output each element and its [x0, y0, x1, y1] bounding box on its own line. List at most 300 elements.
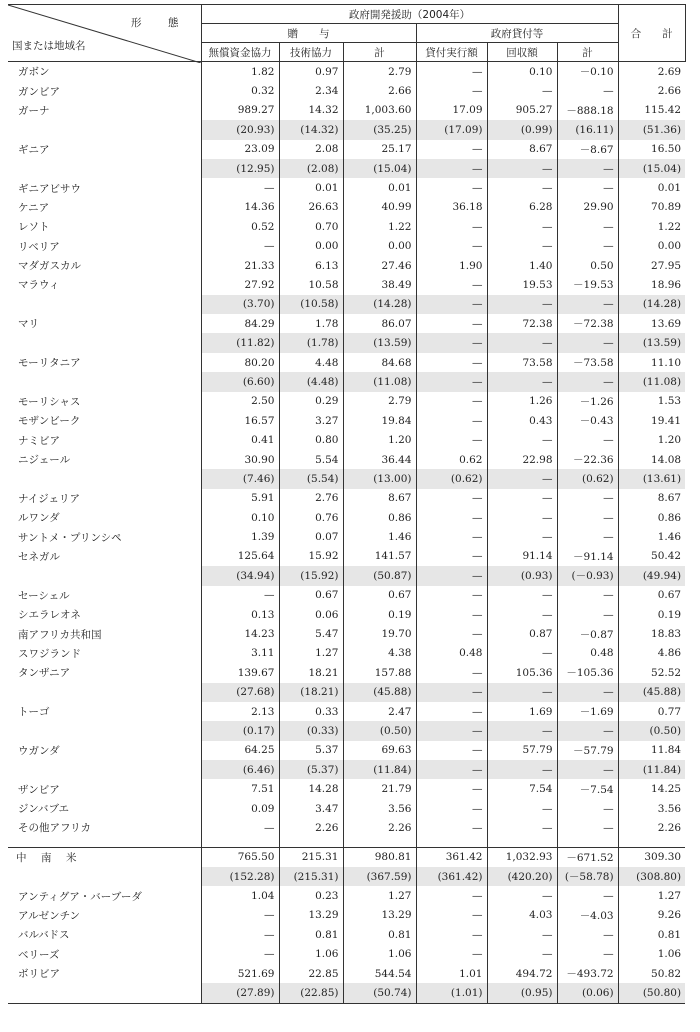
value-cell: 905.27 [487, 101, 557, 120]
value-cell: 1.22 [343, 217, 416, 236]
table-row [8, 527, 685, 546]
value-cell: — [487, 489, 557, 508]
value-cell: — [557, 430, 618, 449]
value-cell: 21.79 [343, 779, 416, 798]
country-name [8, 469, 201, 488]
value-cell: 64.25 [201, 741, 279, 760]
value-cell: 0.67 [618, 586, 685, 605]
country-name: モーリシャス [18, 395, 81, 408]
country-name [8, 120, 201, 139]
value-cell: — [416, 818, 487, 837]
value-cell: 1.82 [201, 62, 279, 82]
country-name [8, 372, 201, 391]
value-cell: 2.47 [343, 702, 416, 721]
value-cell: — [416, 547, 487, 566]
value-cell: — [557, 721, 618, 740]
table-row-parenthetical [8, 469, 685, 488]
value-cell: 4.86 [618, 644, 685, 663]
corner-diagonal-line [8, 5, 201, 63]
value-cell: 72.38 [487, 314, 557, 333]
country-name: ニジェール [18, 454, 71, 466]
value-cell: — [487, 925, 557, 944]
value-cell: — [416, 295, 487, 314]
table-row [8, 508, 685, 527]
value-cell: 8.67 [618, 489, 685, 508]
table-row-parenthetical [8, 120, 685, 139]
value-cell: (－58.78) [557, 867, 618, 886]
value-cell: 2.50 [201, 392, 279, 411]
value-cell: 19.53 [487, 275, 557, 294]
value-cell: (0.17) [201, 721, 279, 740]
value-cell: 6.28 [487, 198, 557, 217]
value-cell: 18.96 [618, 275, 685, 294]
value-cell: — [416, 779, 487, 798]
country-name: ガボン [18, 66, 50, 79]
country-name: ケニア [18, 201, 50, 214]
header-form-label: 形 態 [131, 17, 187, 29]
value-cell: (5.54) [279, 469, 343, 488]
value-cell: (0.99) [487, 120, 557, 139]
value-cell: 0.48 [416, 644, 487, 663]
value-cell: (3.70) [201, 295, 279, 314]
value-cell: 11.10 [618, 353, 685, 372]
value-cell: — [557, 81, 618, 100]
value-cell: －0.87 [557, 624, 618, 643]
value-cell: — [557, 178, 618, 197]
value-cell: 0.62 [416, 450, 487, 469]
table-row-parenthetical [8, 867, 685, 886]
value-cell: 5.47 [279, 624, 343, 643]
value-cell: 22.98 [487, 450, 557, 469]
table-row [8, 925, 685, 944]
value-cell: — [557, 945, 618, 964]
table-row [8, 586, 685, 605]
value-cell: 29.90 [557, 198, 618, 217]
value-cell: －4.03 [557, 906, 618, 925]
country-name: ベリーズ [18, 948, 60, 961]
table-row-parenthetical [8, 372, 685, 391]
value-cell: — [557, 818, 618, 837]
table-row [8, 547, 685, 566]
value-cell: (14.28) [618, 295, 685, 314]
value-cell: — [416, 605, 487, 624]
table-row-region [8, 847, 685, 867]
value-cell: 27.92 [201, 275, 279, 294]
value-cell: (308.80) [618, 867, 685, 886]
value-cell: — [201, 237, 279, 256]
value-cell: 27.46 [343, 256, 416, 275]
value-cell: 57.79 [487, 741, 557, 760]
value-cell: 4.03 [487, 906, 557, 925]
value-cell: — [557, 925, 618, 944]
country-name: スワジランド [18, 647, 81, 660]
value-cell [618, 838, 685, 848]
table-row [8, 886, 685, 905]
table-row-parenthetical [8, 760, 685, 779]
value-cell: －0.10 [557, 62, 618, 82]
country-name: ガンビア [18, 85, 60, 98]
value-cell: — [416, 799, 487, 818]
value-cell: －671.52 [557, 847, 618, 867]
value-cell: 5.37 [279, 741, 343, 760]
country-name: モザンビーク [18, 415, 81, 428]
value-cell: 14.23 [201, 624, 279, 643]
value-cell: 13.29 [279, 906, 343, 925]
value-cell: — [487, 886, 557, 905]
country-name [8, 867, 201, 886]
country-name [8, 721, 201, 740]
value-cell: — [416, 353, 487, 372]
value-cell: 52.52 [618, 663, 685, 682]
value-cell: 26.63 [279, 198, 343, 217]
value-cell [416, 838, 487, 848]
value-cell: (49.94) [618, 566, 685, 585]
value-cell: 84.29 [201, 314, 279, 333]
value-cell: 17.09 [416, 101, 487, 120]
country-name [8, 295, 201, 314]
value-cell: — [487, 586, 557, 605]
value-cell: (13.59) [343, 333, 416, 352]
table-row [8, 256, 685, 275]
value-cell: 5.54 [279, 450, 343, 469]
value-cell: －105.36 [557, 663, 618, 682]
country-name: レソト [18, 221, 50, 234]
table-row [8, 62, 685, 82]
value-cell: 521.69 [201, 964, 279, 983]
value-cell: 14.36 [201, 198, 279, 217]
value-cell: 0.01 [343, 178, 416, 197]
value-cell: －888.18 [557, 101, 618, 120]
table-row [8, 81, 685, 100]
country-name: アンティグア・バーブーダ [18, 890, 142, 903]
value-cell: — [416, 721, 487, 740]
value-cell: — [557, 683, 618, 702]
value-cell: — [557, 333, 618, 352]
value-cell: 27.95 [618, 256, 685, 275]
value-cell: －22.36 [557, 450, 618, 469]
value-cell: (152.28) [201, 867, 279, 886]
table-row [8, 314, 685, 333]
value-cell: 16.57 [201, 411, 279, 430]
value-cell: 18.21 [279, 663, 343, 682]
value-cell: (27.89) [201, 983, 279, 1003]
value-cell: (0.50) [343, 721, 416, 740]
country-name: ジンバブエ [18, 803, 69, 816]
country-name [8, 333, 201, 352]
table-row [8, 411, 685, 430]
table-row [8, 799, 685, 818]
table-row [8, 702, 685, 721]
value-cell: 2.26 [618, 818, 685, 837]
value-cell: 70.89 [618, 198, 685, 217]
value-cell: — [201, 906, 279, 925]
value-cell: — [416, 945, 487, 964]
value-cell: 1.39 [201, 527, 279, 546]
value-cell: 3.11 [201, 644, 279, 663]
value-cell: 1.22 [618, 217, 685, 236]
value-cell: 7.54 [487, 779, 557, 798]
value-cell: — [416, 702, 487, 721]
value-cell: 765.50 [201, 847, 279, 867]
value-cell [557, 838, 618, 848]
table-row [8, 624, 685, 643]
value-cell: 0.32 [201, 81, 279, 100]
value-cell: (6.60) [201, 372, 279, 391]
value-cell: 50.42 [618, 547, 685, 566]
value-cell: 19.41 [618, 411, 685, 430]
value-cell: 544.54 [343, 964, 416, 983]
value-cell: 21.33 [201, 256, 279, 275]
value-cell: — [487, 721, 557, 740]
value-cell: －1.69 [557, 702, 618, 721]
value-cell: 309.30 [618, 847, 685, 867]
table-row-parenthetical [8, 721, 685, 740]
country-name: ザンビア [18, 783, 60, 796]
value-cell: 14.08 [618, 450, 685, 469]
value-cell: 1,003.60 [343, 101, 416, 120]
table-row-parenthetical [8, 983, 685, 1003]
country-name: タンザニア [18, 667, 71, 680]
value-cell: — [557, 760, 618, 779]
value-cell: 50.82 [618, 964, 685, 983]
value-cell: 141.57 [343, 547, 416, 566]
table-row [8, 275, 685, 294]
value-cell: 0.00 [343, 237, 416, 256]
value-cell: (45.88) [343, 683, 416, 702]
value-cell: 4.38 [343, 644, 416, 663]
value-cell: 4.48 [279, 353, 343, 372]
header-loans: 政府貸付等 [416, 24, 618, 43]
value-cell: 25.17 [343, 140, 416, 159]
header-loans-subtotal: 計 [557, 43, 618, 62]
value-cell: (5.37) [279, 760, 343, 779]
value-cell: 0.50 [557, 256, 618, 275]
value-cell: (0.95) [487, 983, 557, 1003]
value-cell: — [487, 430, 557, 449]
country-name: 中 南 米 [8, 847, 201, 867]
value-cell [279, 838, 343, 848]
table-row [8, 818, 685, 837]
value-cell: (0.33) [279, 721, 343, 740]
value-cell: (17.09) [416, 120, 487, 139]
header-total: 合 計 [618, 5, 685, 62]
value-cell: 2.79 [343, 62, 416, 82]
table-row [8, 489, 685, 508]
value-cell: 1.20 [343, 430, 416, 449]
value-cell: －72.38 [557, 314, 618, 333]
value-cell: (51.36) [618, 120, 685, 139]
value-cell: 36.18 [416, 198, 487, 217]
value-cell: — [557, 527, 618, 546]
value-cell: — [416, 760, 487, 779]
value-cell: — [201, 925, 279, 944]
value-cell: — [487, 469, 557, 488]
value-cell: 14.32 [279, 101, 343, 120]
value-cell: 0.07 [279, 527, 343, 546]
value-cell: 0.01 [618, 178, 685, 197]
value-cell: 3.56 [343, 799, 416, 818]
value-cell: — [557, 237, 618, 256]
value-cell: 1.27 [343, 886, 416, 905]
table-row [8, 945, 685, 964]
value-cell: — [416, 217, 487, 236]
value-cell: 10.58 [279, 275, 343, 294]
table-row-parenthetical [8, 566, 685, 585]
table-row [8, 779, 685, 798]
country-name [8, 683, 201, 702]
value-cell: — [557, 159, 618, 178]
table-row [8, 605, 685, 624]
value-cell: 0.81 [279, 925, 343, 944]
value-cell: 0.43 [487, 411, 557, 430]
value-cell: (11.08) [618, 372, 685, 391]
header-grants-subtotal: 計 [343, 43, 416, 62]
value-cell: 23.09 [201, 140, 279, 159]
table-row [8, 663, 685, 682]
value-cell: 8.67 [343, 489, 416, 508]
value-cell [487, 838, 557, 848]
country-name [8, 838, 201, 848]
value-cell: — [416, 624, 487, 643]
table-row-parenthetical [8, 683, 685, 702]
value-cell: — [487, 372, 557, 391]
value-cell: 115.42 [618, 101, 685, 120]
value-cell: 1.26 [487, 392, 557, 411]
header-corner [8, 5, 201, 62]
value-cell: 0.86 [343, 508, 416, 527]
value-cell: 1.69 [487, 702, 557, 721]
country-name: ナミビア [18, 434, 60, 447]
table-row [8, 906, 685, 925]
value-cell: — [557, 886, 618, 905]
value-cell: 22.85 [279, 964, 343, 983]
value-cell: 1.27 [618, 886, 685, 905]
value-cell: 9.26 [618, 906, 685, 925]
value-cell: (10.58) [279, 295, 343, 314]
value-cell: 139.67 [201, 663, 279, 682]
value-cell: －19.53 [557, 275, 618, 294]
value-cell: — [416, 906, 487, 925]
table-row-parenthetical [8, 295, 685, 314]
table-row [8, 964, 685, 983]
country-name [8, 983, 201, 1003]
value-cell: 14.25 [618, 779, 685, 798]
table-row [8, 450, 685, 469]
value-cell: 86.07 [343, 314, 416, 333]
oda-table [8, 4, 686, 1004]
value-cell: 16.50 [618, 140, 685, 159]
value-cell: 3.56 [618, 799, 685, 818]
value-cell: 6.13 [279, 256, 343, 275]
value-cell: (35.25) [343, 120, 416, 139]
value-cell: －493.72 [557, 964, 618, 983]
value-cell: 0.23 [279, 886, 343, 905]
country-name [8, 760, 201, 779]
value-cell: — [416, 489, 487, 508]
value-cell: 105.36 [487, 663, 557, 682]
value-cell: 2.66 [618, 81, 685, 100]
value-cell: — [487, 333, 557, 352]
value-cell: (2.08) [279, 159, 343, 178]
country-name: セーシェル [18, 589, 70, 602]
value-cell: — [416, 683, 487, 702]
table-row [8, 838, 685, 848]
country-name: ナイジェリア [18, 492, 81, 505]
header-repayment: 回収額 [487, 43, 557, 62]
value-cell: 0.70 [279, 217, 343, 236]
value-cell: — [416, 62, 487, 82]
value-cell: 0.67 [343, 586, 416, 605]
value-cell: 1.40 [487, 256, 557, 275]
value-cell: — [557, 605, 618, 624]
value-cell: 1.01 [416, 964, 487, 983]
value-cell: (20.93) [201, 120, 279, 139]
value-cell: 1,032.93 [487, 847, 557, 867]
value-cell: (11.08) [343, 372, 416, 391]
value-cell: 0.67 [279, 586, 343, 605]
value-cell: 1.90 [416, 256, 487, 275]
value-cell: 0.29 [279, 392, 343, 411]
value-cell: (367.59) [343, 867, 416, 886]
value-cell: (15.04) [343, 159, 416, 178]
country-name: リベリア [18, 240, 60, 253]
value-cell: (27.68) [201, 683, 279, 702]
value-cell: 0.77 [618, 702, 685, 721]
value-cell: 494.72 [487, 964, 557, 983]
value-cell: 2.69 [618, 62, 685, 82]
value-cell: 40.99 [343, 198, 416, 217]
header-oda: 政府開発援助（2004年） [201, 5, 618, 24]
value-cell: 13.69 [618, 314, 685, 333]
value-cell: 14.28 [279, 779, 343, 798]
value-cell: — [487, 217, 557, 236]
value-cell: — [416, 925, 487, 944]
country-name: ギニア [18, 143, 50, 156]
value-cell [343, 838, 416, 848]
value-cell: (0.62) [416, 469, 487, 488]
value-cell: (7.46) [201, 469, 279, 488]
country-name: バルバドス [18, 929, 70, 942]
value-cell: 0.52 [201, 217, 279, 236]
value-cell: 0.87 [487, 624, 557, 643]
value-cell: 2.08 [279, 140, 343, 159]
value-cell: 2.79 [343, 392, 416, 411]
value-cell: (22.85) [279, 983, 343, 1003]
value-cell: — [487, 159, 557, 178]
value-cell: 69.63 [343, 741, 416, 760]
value-cell: (0.50) [618, 721, 685, 740]
value-cell: (0.93) [487, 566, 557, 585]
value-cell: 0.76 [279, 508, 343, 527]
value-cell [201, 838, 279, 848]
value-cell: — [487, 799, 557, 818]
value-cell: — [487, 644, 557, 663]
value-cell: 2.13 [201, 702, 279, 721]
table-row [8, 140, 685, 159]
value-cell: －8.67 [557, 140, 618, 159]
value-cell: 0.09 [201, 799, 279, 818]
value-cell: — [416, 508, 487, 527]
value-cell: (361.42) [416, 867, 487, 886]
value-cell: — [416, 237, 487, 256]
value-cell: — [557, 508, 618, 527]
value-cell: — [487, 760, 557, 779]
value-cell: — [416, 372, 487, 391]
country-name: シエラレオネ [18, 609, 81, 622]
value-cell: — [416, 566, 487, 585]
value-cell: — [416, 430, 487, 449]
value-cell: 19.84 [343, 411, 416, 430]
